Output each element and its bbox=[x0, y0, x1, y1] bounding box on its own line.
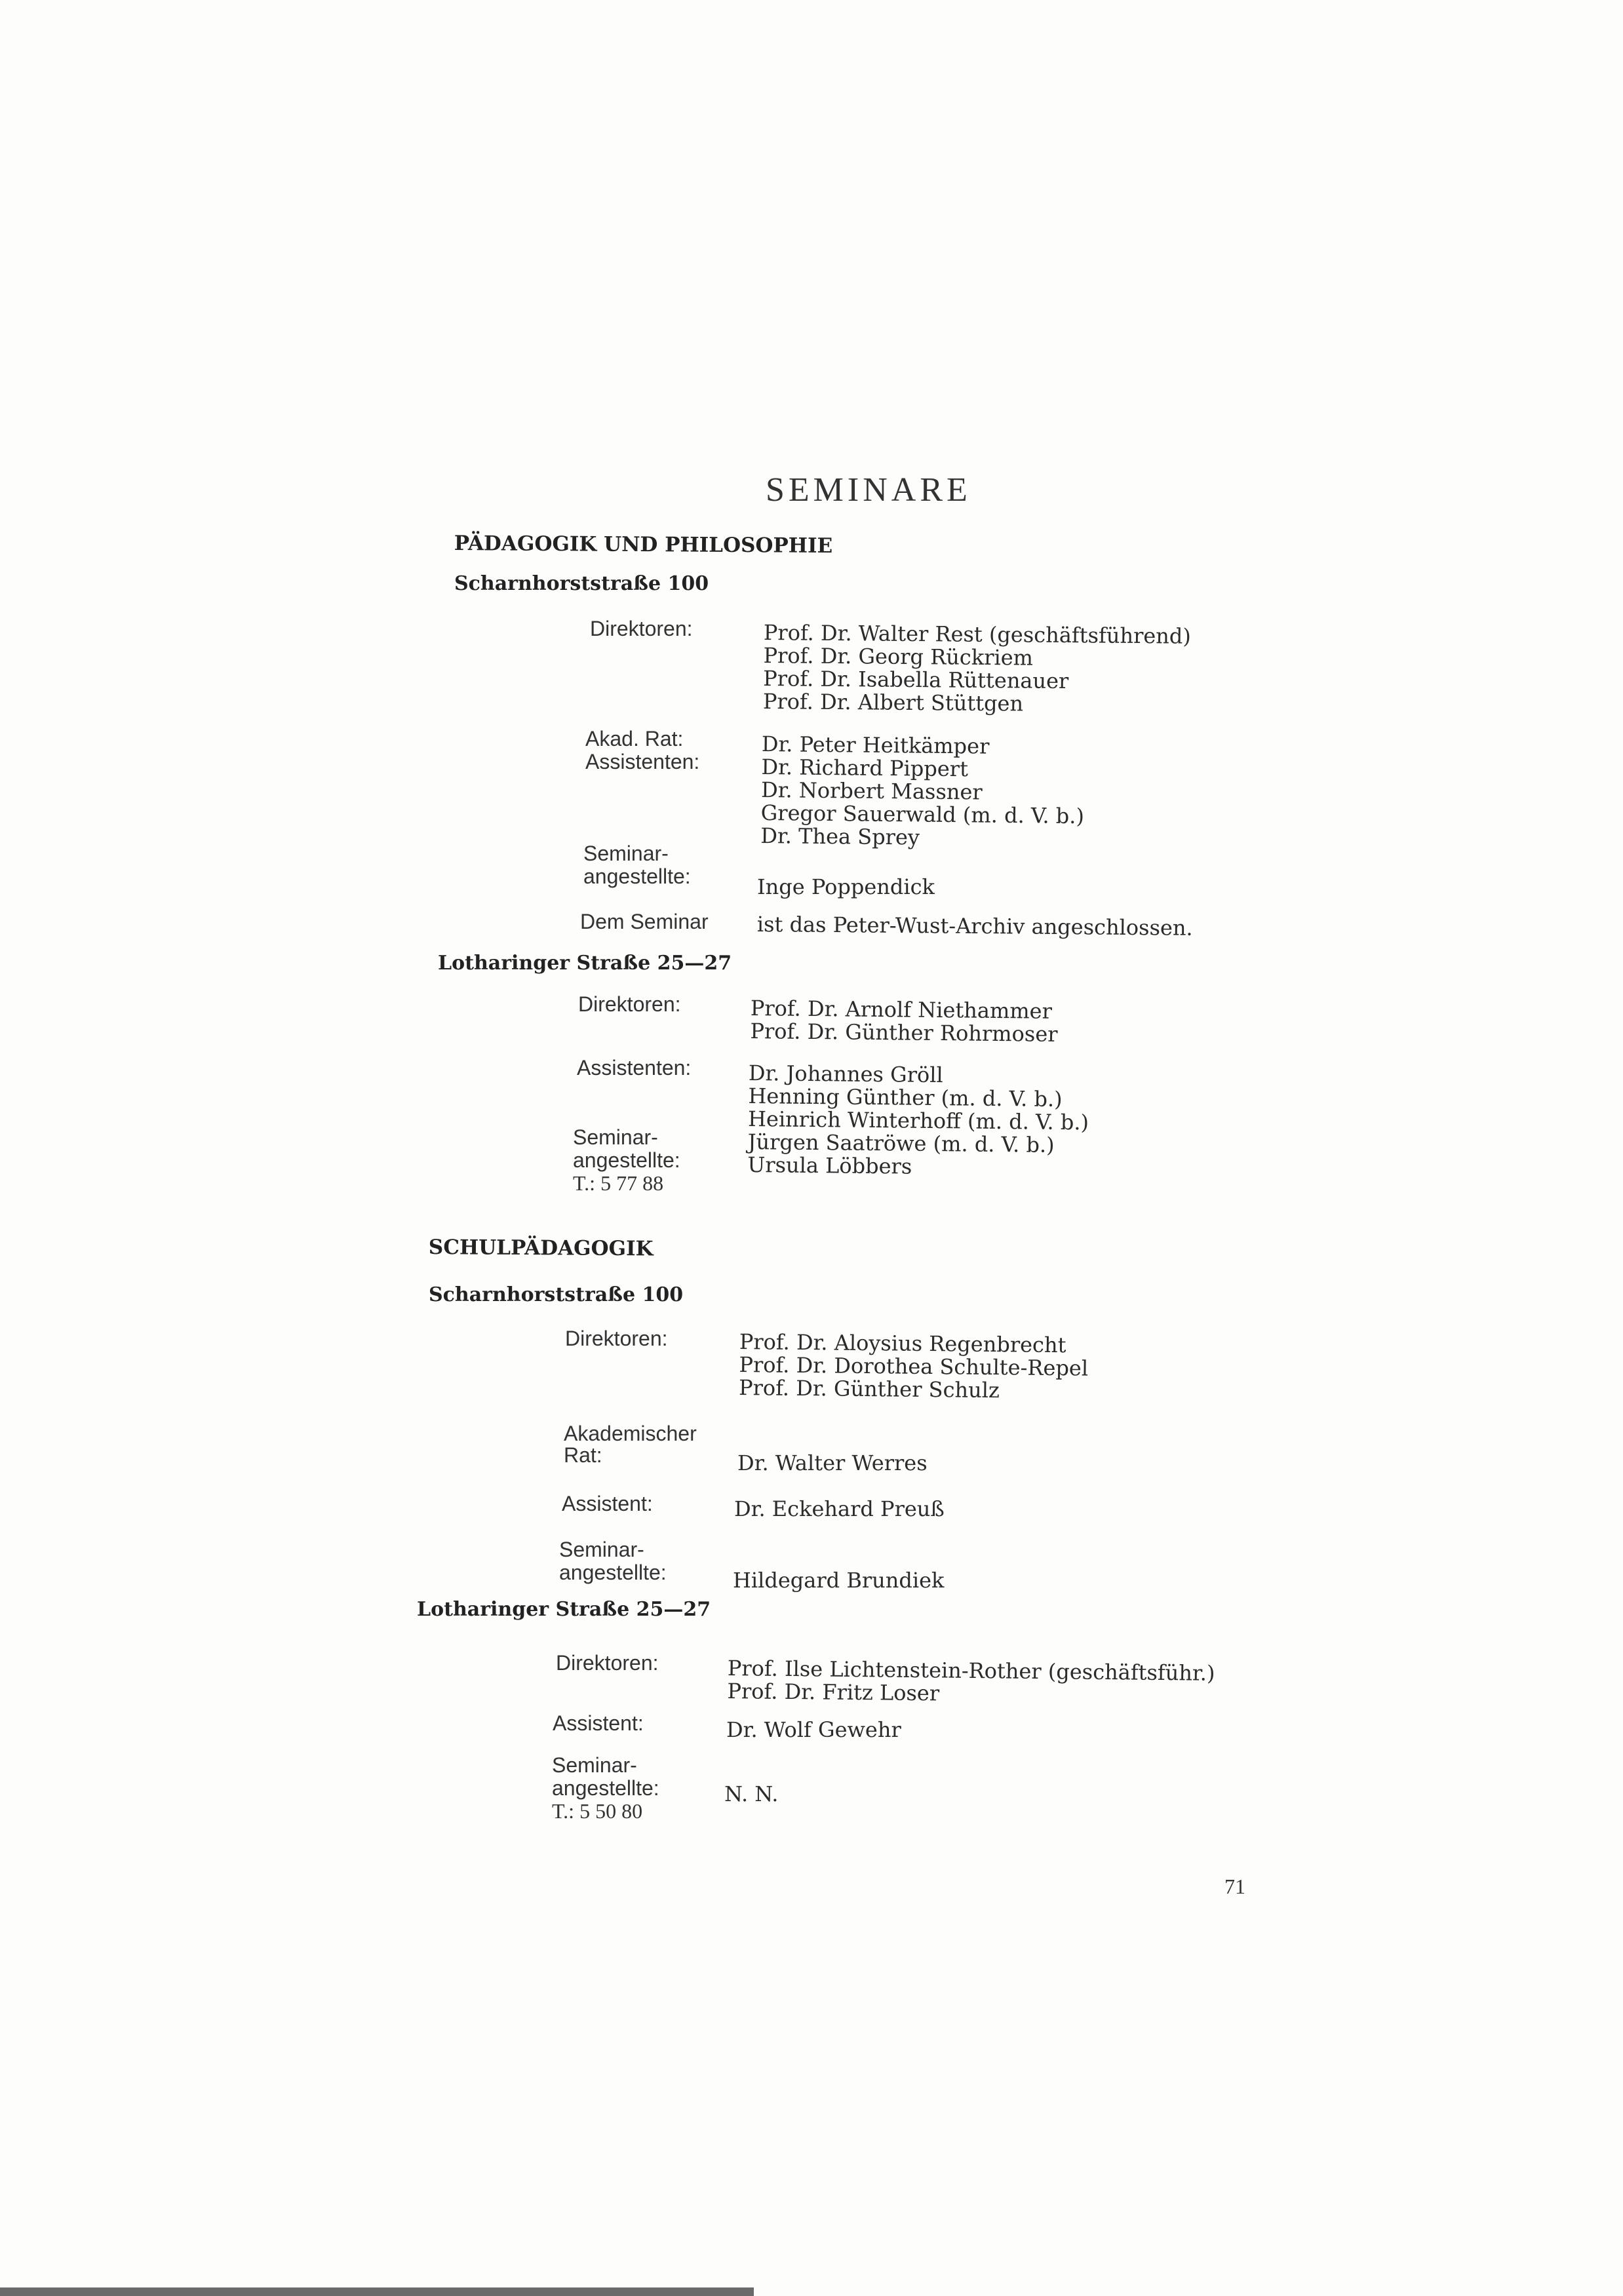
label-seminar: Seminar- bbox=[583, 842, 669, 865]
label-akademischer: Akademischer bbox=[564, 1422, 697, 1445]
list-direktoren bbox=[763, 621, 1191, 717]
address-scharnhorststrasse: Scharnhorststraße 100 bbox=[454, 572, 709, 595]
list-item: Prof. Dr. Walter Rest (geschäftsführend) bbox=[763, 620, 1192, 649]
angestellte-name bbox=[724, 1783, 778, 1806]
list-item: Prof. Ilse Lichtenstein-Rother (geschäftsführ.) bbox=[727, 1656, 1215, 1686]
label-angestellte: angestellte: bbox=[573, 1148, 680, 1172]
list-item: Ursula Löbbers bbox=[747, 1152, 912, 1179]
list-direktoren bbox=[727, 1657, 1215, 1708]
angestellte-name bbox=[757, 876, 935, 899]
list-assistenten bbox=[760, 733, 1085, 851]
list-item: Prof. Dr. Georg Rückriem bbox=[763, 642, 1034, 671]
address-scharnhorststrasse: Scharnhorststraße 100 bbox=[429, 1283, 684, 1306]
list-item: Prof. Dr. Albert Stüttgen bbox=[762, 688, 1024, 716]
list-item: Jürgen Saatröwe (m. d. V. b.) bbox=[747, 1129, 1055, 1158]
label-direktoren: Direktoren: bbox=[556, 1651, 659, 1675]
label-assistent: Assistent: bbox=[562, 1492, 653, 1515]
list-item: Dr. Eckehard Preuß bbox=[734, 1496, 945, 1521]
list-item: Dr. Thea Sprey bbox=[760, 823, 920, 850]
label-assistenten: Assistenten: bbox=[585, 750, 700, 773]
list-item: Prof. Dr. Günther Rohrmoser bbox=[750, 1018, 1058, 1047]
list-item: Prof. Dr. Isabella Rüttenauer bbox=[763, 665, 1069, 694]
list-direktoren bbox=[750, 997, 1058, 1046]
list-direktoren bbox=[739, 1331, 1089, 1403]
note-text bbox=[757, 913, 1193, 940]
list-item: Dr. Johannes Gröll bbox=[748, 1060, 943, 1088]
assistent-name bbox=[734, 1498, 945, 1521]
list-item: Prof. Dr. Dorothea Schulte-Repel bbox=[739, 1352, 1089, 1381]
list-item: Inge Poppendick bbox=[757, 874, 935, 899]
rat-name bbox=[737, 1452, 928, 1475]
label-akad-rat: Akad. Rat: bbox=[585, 727, 684, 750]
address-lotharinger: Lotharinger Straße 25—27 bbox=[438, 952, 732, 975]
list-item: Dr. Peter Heitkämper bbox=[761, 731, 990, 759]
label-seminar: Seminar- bbox=[552, 1753, 637, 1777]
address-lotharinger: Lotharinger Straße 25—27 bbox=[417, 1598, 711, 1621]
label-angestellte: angestellte: bbox=[583, 865, 691, 888]
phone-number: T.: 5 77 88 bbox=[573, 1171, 664, 1195]
list-item: Prof. Dr. Aloysius Regenbrecht bbox=[739, 1329, 1066, 1358]
label-angestellte: angestellte: bbox=[552, 1776, 659, 1800]
label-angestellte: angestellte: bbox=[559, 1561, 667, 1584]
label-direktoren: Direktoren: bbox=[578, 992, 681, 1016]
list-item: Heinrich Winterhoff (m. d. V. b.) bbox=[747, 1106, 1089, 1135]
scan-edge-strip bbox=[0, 2287, 754, 2296]
list-item: Dr. Walter Werres bbox=[737, 1450, 928, 1475]
label-rat: Rat: bbox=[564, 1443, 602, 1467]
label-seminar: Seminar- bbox=[573, 1125, 658, 1149]
page-number: 71 bbox=[1224, 1875, 1245, 1898]
label-assistenten: Assistenten: bbox=[577, 1056, 692, 1080]
list-item: Henning Günther (m. d. V. b.) bbox=[748, 1083, 1063, 1112]
list-item: ist das Peter-Wust-Archiv angeschlossen. bbox=[756, 912, 1193, 941]
list-item: Dr. Wolf Gewehr bbox=[726, 1717, 901, 1742]
label-assistent: Assistent: bbox=[553, 1711, 644, 1735]
label-direktoren: Direktoren: bbox=[565, 1327, 668, 1350]
list-item: Prof. Dr. Günther Schulz bbox=[738, 1374, 1000, 1403]
list-item: Dr. Norbert Massner bbox=[760, 777, 983, 805]
assistent-name bbox=[726, 1719, 901, 1741]
label-seminar: Seminar- bbox=[559, 1538, 644, 1561]
list-assistenten bbox=[747, 1062, 1089, 1180]
section-heading-paedagogik: PÄDAGOGIK UND PHILOSOPHIE bbox=[454, 532, 833, 558]
label-direktoren: Direktoren: bbox=[590, 617, 693, 640]
list-item: N. N. bbox=[724, 1781, 779, 1806]
page-title: SEMINARE bbox=[766, 471, 971, 509]
list-item: Prof. Dr. Fritz Loser bbox=[727, 1678, 940, 1706]
section-heading-schulpaedagogik: SCHULPÄDAGOGIK bbox=[428, 1236, 654, 1261]
list-item: Dr. Richard Pippert bbox=[761, 754, 969, 782]
phone-number: T.: 5 50 80 bbox=[552, 1799, 643, 1823]
list-item: Prof. Dr. Arnolf Niethammer bbox=[750, 996, 1053, 1024]
list-item: Hildegard Brundiek bbox=[733, 1568, 945, 1593]
list-item: Gregor Sauerwald (m. d. V. b.) bbox=[760, 800, 1085, 829]
note-label: Dem Seminar bbox=[580, 910, 709, 933]
angestellte-name bbox=[733, 1569, 944, 1592]
